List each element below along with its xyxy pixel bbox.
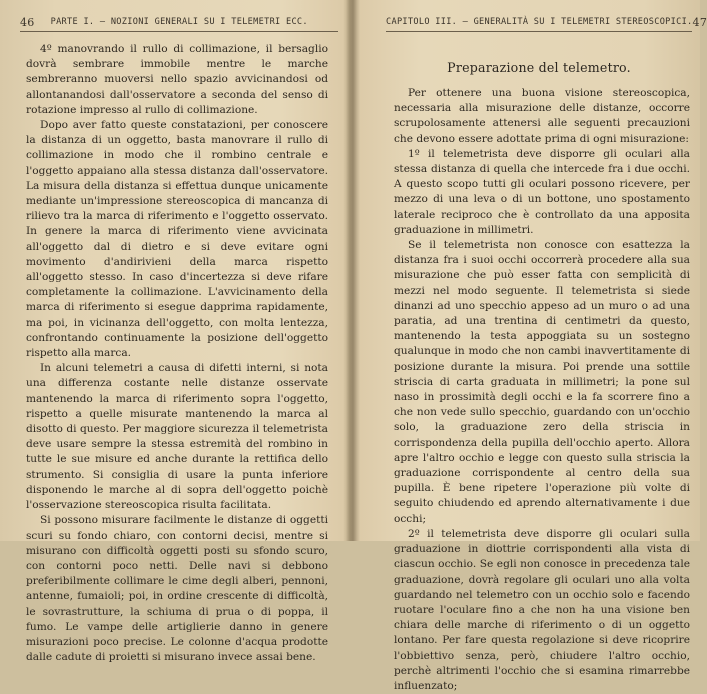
- paragraph: 4º manovrando il rullo di collimazione, il bersaglio dovrà sembrare immobile mentre le marche sembreranno muoversi nello spazio avvicinandosi od allontanandosi dall'osservatore a seconda del senso di rotazione impresso al rullo di collimazione.: [26, 43, 328, 116]
- paragraph: Se il telemetrista non conosce con esattezza la distanza fra i suoi occhi occorrerà procedere alla sua misurazione che può esser fatta con semplicità di mezzi nel modo seguente. Il telemetrista si siede dinanzi ad uno specchio appeso ad un muro o ad una paratia, ad una trentina di centimetri da questo, mantenendo la testa appoggiata su un sostegno qualunque in modo che non cambi inavvertitamente di posizione durante la misura. Poi prende una sottile striscia di carta graduata in millimetri; la pone sul naso in prossimità degli occhi e la fa scorrere fino a che non vede sullo specchio, guardando con un'occhio solo, la graduazione zero della striscia in corrispondenza della pupilla dell'occhio aperto. Allora apre l'altro occhio e legge con questo sulla striscia la graduazione corrispondente al centro della sua pupilla. È bene ripetere l'operazione più volte di seguito chiudendo ed aprendo alternativamente i due occhi;: [394, 239, 690, 525]
- left-running-header: PARTE I. – NOZIONI GENERALI SU I TELEMETRI ECC.: [50, 17, 308, 27]
- right-page: [354, 0, 707, 692]
- left-page: [0, 0, 352, 664]
- paragraph: 1º il telemetrista deve disporre gli oculari alla stessa distanza di quella che intercede fra i due occhi. A questo scopo tutti gli oculari possono ricevere, per mezzo di una leva o di un bottone, uno spostamento laterale reciproco che è controllato da una apposita graduazione in millimetri.: [394, 147, 690, 236]
- paragraph: Dopo aver fatto queste constatazioni, per conoscere la distanza di un oggetto, basta manovrare il rullo di collimazione in modo che il rombino centrale e l'oggetto appaiano alla stessa distanza dall'osservatore. La misura della distanza si effettua dunque unicamente mediante un'impressione stereoscopica di mancanza di rilievo tra la marca di riferimento e l'oggetto osservato. In genere la marca di riferimento viene avvicinata all'oggetto dal di dietro e si deve evitare ogni movimento d'andirivieni della marca rispetto all'oggetto stesso. In caso d'incertezza si deve rifare completamente la collimazione. L'avvicinamento della marca di riferimento si esegue dapprima rapidamente, ma poi, in vicinanza dell'oggetto, con molta lentezza, confrontando continuamente la posizione dell'oggetto rispetto alla marca.: [26, 119, 328, 360]
- paragraph: In alcuni telemetri a causa di difetti interni, si nota una differenza costante nelle distanze osservate mantenendo la marca di riferimento sopra l'oggetto, rispetto a quelle misurate mantenendo la marca al disotto di questo. Per maggiore sicurezza il telemetrista deve usare sempre la stessa estremità del rombino in tutte le sue misure ed anche durante la rettifica dello strumento. Si consiglia di usare la punta inferiore disponendo le marche al di sopra dell'oggetto poichè l'osservazione stereoscopica risulta facilitata.: [26, 362, 328, 512]
- left-page-number: 46: [20, 15, 35, 29]
- right-page-number: 47: [692, 15, 707, 29]
- right-page-header: [386, 14, 707, 30]
- right-running-header: CAPITOLO III. – GENERALITÀ SU I TELEMETRI STEREOSCOPICI.: [386, 17, 693, 27]
- section-title: Preparazione del telemetro.: [447, 60, 631, 75]
- left-page-body: [26, 42, 328, 665]
- paragraph: 2º il telemetrista deve disporre gli oculari sulla graduazione in diottrie corrispondenti alla vista di ciascun occhio. Se egli non conosce in precedenza tale graduazione, dovrà regolare gli oculari uno alla volta guardando nel telemetro con un occhio solo e facendo ruotare l'oculare fino a che non ha una visione ben chiara delle marche di riferimento o di un oggetto lontano. Per fare questa regolazione si deve ricoprire l'obbiettivo senza, però, chiudere l'altro occhio, perchè altrimenti l'occhio che si esamina rimarrebbe influenzato;: [394, 527, 690, 692]
- paragraph: Per ottenere una buona visione stereoscopica, necessaria alla misurazione delle distanze, occorre scrupolosamente attenersi alle seguenti precauzioni che devono essere adottate prima di ogni misurazione:: [394, 87, 690, 145]
- right-page-body: [394, 86, 690, 694]
- left-page-header: [20, 14, 338, 30]
- paragraph: Si possono misurare facilmente le distanze di oggetti scuri su fondo chiaro, con contorni decisi, mentre si misurano con difficoltà oggetti posti su sfondo scuro, con contorni poco netti. Delle navi si debbono preferibilmente collimare le cime degli alberi, pennoni, antenne, fumaioli; poi, in ordine crescente di difficoltà, le sovrastrutture, la schiuma di prua o di poppa, il fumo. Le vampe delle artiglierie danno in genere misurazioni poco precise. Le colonne d'acqua prodotte dalle cadute di proietti si misurano invece assai bene.: [26, 514, 328, 664]
- left-header-rule: [20, 31, 338, 32]
- right-header-rule: [386, 31, 692, 32]
